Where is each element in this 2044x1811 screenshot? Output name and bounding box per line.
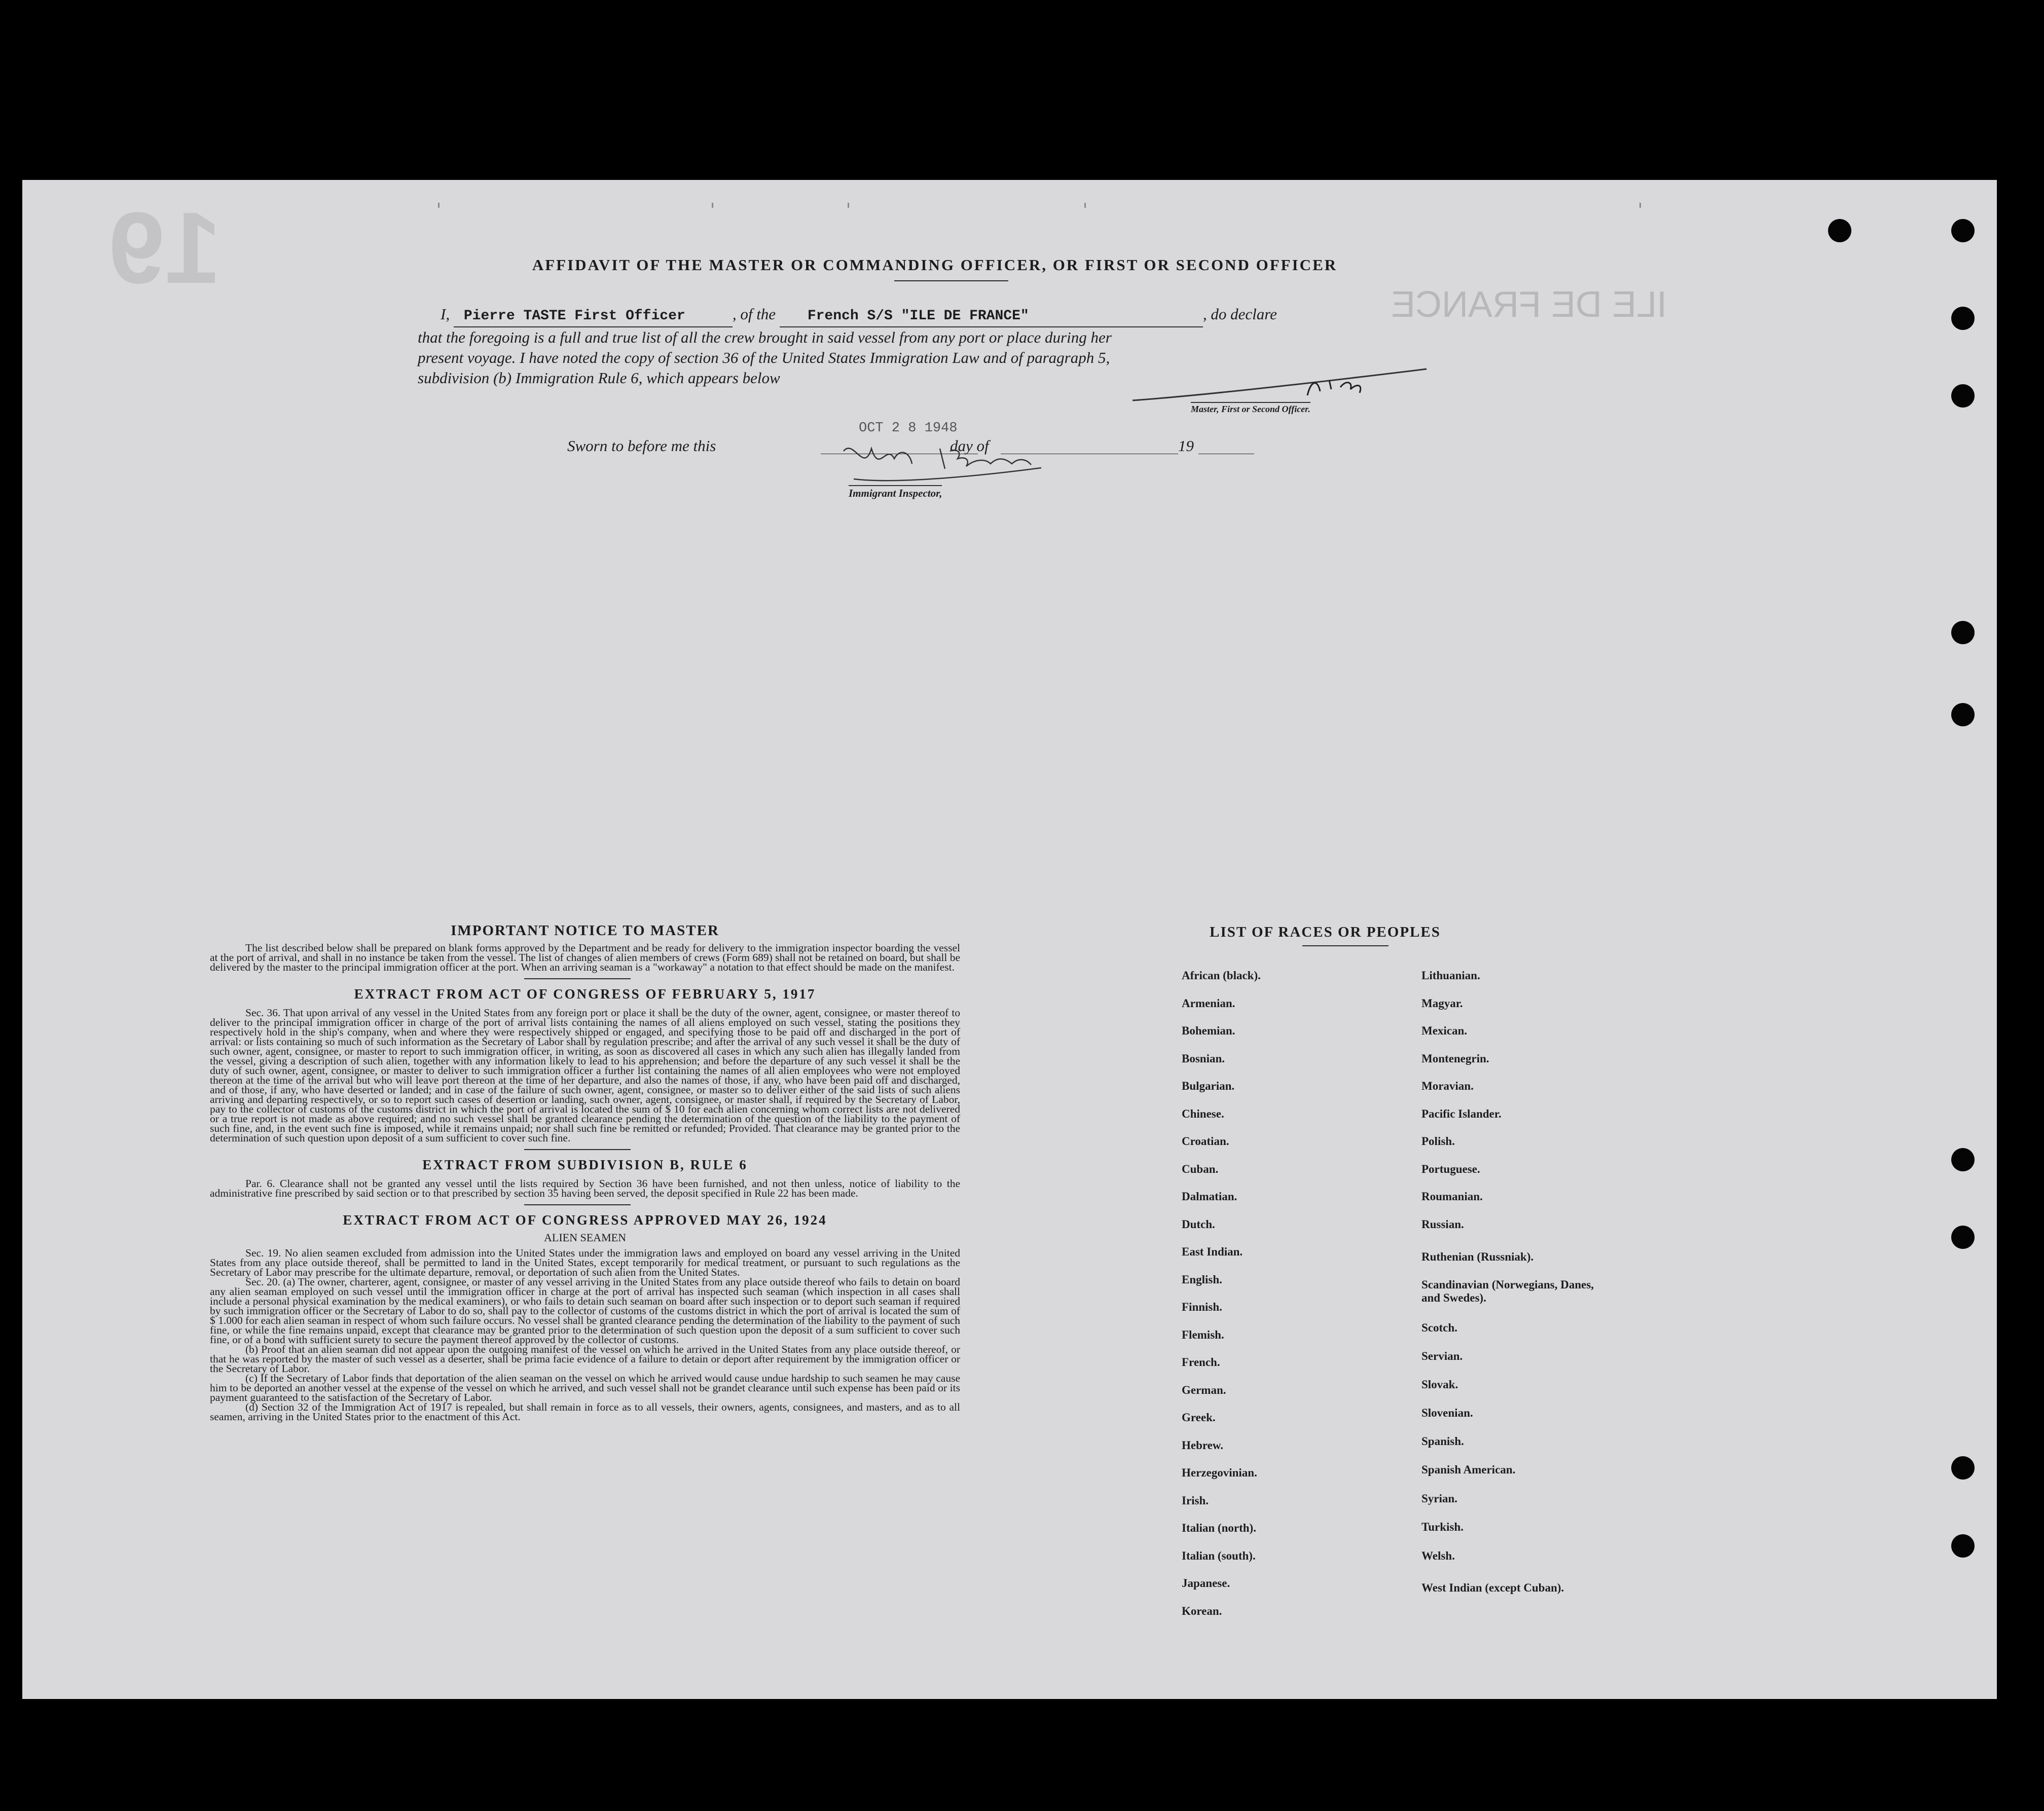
notice-rule xyxy=(524,978,631,979)
binder-hole xyxy=(1951,307,1975,330)
bleed-through-number: 19 xyxy=(108,192,222,305)
declaration-do-declare: , do declare xyxy=(1202,305,1277,323)
extract-1924-subtitle: ALIEN SEAMEN xyxy=(544,1231,626,1244)
race-item: African (black). xyxy=(1182,969,1261,982)
extract-1917-text: Sec. 36. That upon arrival of any vessel in the United States from any foreign port or place it shall be the duty of the owner, agent, consignee, or master thereof to deliver to the principal immigration officer in charge of the port of arrival lists containing the names of all aliens employed on such vessel, stating the positions they respectively hold in the ship's company, when and where they were respectively shipped or engaged, and specifying those to be paid off and discharged in the port of arrival: or lists containing so much of such information as the Secretary of Labor shall by regulation prescribe; and after the arrival of any such vessel it shall be the duty of such owner, agent, consignee, or master to report to such immigration officer, in writing, as soon as discovered all cases in which any such alien has illegally landed from the vessel, giving a description of such alien, together with any information likely to lead to his apprehension; and before the departure of any such vessel it shall be the duty of such owner, agent, consignee, or master to deliver to such immigration officer a further list containing the names of all alien employees who were not employed thereon at the time of the arrival but who will leave port thereon at the time of her departure, and also the names of those, if any, who have been paid off and discharged, and of those, if any, who have deserted or landed; and in case of the failure of such owner, agent, consignee, or master so to deliver either of the said lists of such aliens arriving and departing respectively, or so to report such cases of desertion or landing, such owner, agent, consignee, or master shall, if required by the Secretary of Labor, pay to the collector of customs of the customs district in which the port of arrival is located the sum of $ 10 for each alien concerning whom correct lists are not delivered or a true report is not made as above required; and no such vessel shall be granted clearance pending the determination of the question of the liability to the payment of such fine, and, in the event such fine is imposed, while it remains unpaid; nor shall such fine be remitted or refunded; Provided. That clearance may be granted prior to the determination of such question upon deposit of a sum sufficient to cover such fine. xyxy=(210,1007,960,1144)
vessel-name: French S/S "ILE DE FRANCE" xyxy=(780,306,1203,327)
race-item: Magyar. xyxy=(1421,997,1463,1010)
affidavit-title: AFFIDAVIT OF THE MASTER OR COMMANDING OFFICER, OR FIRST OR SECOND OFFICER xyxy=(532,256,1338,274)
race-item: Spanish. xyxy=(1421,1435,1464,1448)
race-item: Scotch. xyxy=(1421,1321,1457,1334)
race-item: Armenian. xyxy=(1182,997,1235,1010)
race-item: Bosnian. xyxy=(1182,1052,1225,1065)
race-item: Greek. xyxy=(1182,1411,1216,1424)
race-item: Pacific Islander. xyxy=(1421,1107,1502,1120)
race-item: English. xyxy=(1182,1273,1222,1286)
race-item: West Indian (except Cuban). xyxy=(1421,1581,1564,1594)
race-item: Servian. xyxy=(1421,1350,1463,1362)
sworn-statement: Sworn to before me this xyxy=(567,437,716,455)
race-item: Roumanian. xyxy=(1421,1190,1483,1203)
officer-signature xyxy=(1102,365,1457,405)
race-item: Ruthenian (Russniak). xyxy=(1421,1250,1534,1263)
race-item: Slovak. xyxy=(1421,1378,1458,1391)
notice-text: The list described below shall be prepared on blank forms approved by the Department and be ready for delivery to the immigration inspector boarding the vessel at the port of arrival, and shall in no instance be taken from the vessel. The list of changes of alien members of crews (Form 689) shall not be retained on board, but shall be delivered by the master to the principal immigration officer at the port. When an arriving seaman is a "workaway" a notation to that effect should be made on the manifest. xyxy=(210,942,960,973)
race-item: Spanish American. xyxy=(1421,1463,1516,1476)
extract-1917-rule xyxy=(524,1149,631,1150)
race-item: East Indian. xyxy=(1182,1245,1243,1258)
race-item: Syrian. xyxy=(1421,1492,1457,1505)
binder-hole xyxy=(1951,703,1975,726)
extract-1924-sec20b: (b) Proof that an alien seaman did not appear upon the outgoing manifest of the vessel on which he arrived in the United States from any place outside thereof, or that he was reported by the master of such vessel as a deserter, shall be prima facie evidence of a failure to detain or deport after requirement by the immigration officer or the Secretary of Labor. xyxy=(210,1343,960,1375)
declaration-line-4: subdivision (b) Immigration Rule 6, which appears below xyxy=(418,369,780,387)
extract-1924-sec19: Sec. 19. No alien seamen excluded from admission into the United States under the immigration laws and employed on board any vessel arriving in the United States from any place outside thereof, shall be permitted to land in the United States, except temporarily for medical treatment, or pursuant to such regulations as the Secretary of Labor may prescribe for the ultimate departure, removal, or deportation of such alien from the United States. xyxy=(210,1247,960,1278)
inspector-signature xyxy=(823,428,1087,494)
race-item: Polish. xyxy=(1421,1135,1455,1148)
extract-1924-sec20a: Sec. 20. (a) The owner, charterer, agent, consignee, or master of any vessel arriving in the United States from any place outside thereof who fails to detain on board any alien seaman employed on such vessel until the immigration officer in charge at the port of arrival has inspected such seaman (which inspection in all cases shall include a personal physical examination by the medical examiners), or who fails to detain such seaman on board after such inspection or to deport such seaman if required by such immigration officer or the Secretary of Labor to do so, shall pay to the collector of customs of the customs district in which the port of arrival is located the sum of $ 1.000 for each alien seaman in respect of whom such failure occurs. No vessel shall be granted clearance pending the determination of the liability to the payment of such fine, or while the fine remains unpaid, except that clearance may be granted prior to the determination of such question upon the deposit of a sum sufficient to cover such fine, or of a bond with sufficient surety to secure the payment thereof approved by the collector of customs. xyxy=(210,1276,960,1346)
race-item: Welsh. xyxy=(1421,1549,1455,1562)
day-of-label: day of xyxy=(950,437,989,455)
races-title-rule xyxy=(1302,945,1389,946)
binder-hole xyxy=(1951,1226,1975,1249)
race-item: Bulgarian. xyxy=(1182,1080,1235,1092)
race-item: Italian (south). xyxy=(1182,1549,1256,1562)
rule-6-text: Par. 6. Clearance shall not be granted any vessel until the lists required by Section 36 have been furnished, and not then unless, notice of liability to the administrative fine prescribed by said section or to that prescribed by section 35 having been served, the deposit specified in Rule 22 has been made. xyxy=(210,1177,960,1199)
race-item: Portuguese. xyxy=(1421,1163,1480,1175)
race-item: German. xyxy=(1182,1384,1226,1396)
race-item: Korean. xyxy=(1182,1605,1222,1617)
declaration-line-3: present voyage. I have noted the copy of section 36 of the United States Immigration Law and of paragraph 5, xyxy=(418,349,1110,366)
rule-6-rule xyxy=(524,1204,631,1205)
race-item: Russian. xyxy=(1421,1218,1464,1231)
declaration-of-the: , of the xyxy=(732,305,776,323)
binder-hole xyxy=(1951,384,1975,408)
declaration-i: I, xyxy=(441,305,450,323)
extract-1924-title: EXTRACT FROM ACT OF CONGRESS APPROVED MAY 26, 1924 xyxy=(343,1212,827,1228)
binder-hole xyxy=(1951,621,1975,644)
race-item: Chinese. xyxy=(1182,1107,1224,1120)
extract-1924-sec20c: (c) If the Secretary of Labor finds that deportation of the alien seaman on the vessel on which he arrived would cause undue hardship to such seamen he may cause him to be deported an another vessel at the expense of the vessel on which he arrived, and such vessel shall not be grandet clearance until such expense has been paid or its payment guaranteed to the satisfaction of the Secretary of Labor. xyxy=(210,1372,960,1403)
race-item: Dalmatian. xyxy=(1182,1190,1237,1203)
race-item: Herzegovinian. xyxy=(1182,1466,1257,1479)
race-item: Irish. xyxy=(1182,1494,1209,1507)
declaration-line-1 xyxy=(418,304,1432,327)
officer-name: Pierre TASTE First Officer xyxy=(454,306,733,327)
binder-hole xyxy=(1951,1456,1975,1480)
rule-6-title: EXTRACT FROM SUBDIVISION B, RULE 6 xyxy=(422,1157,748,1172)
notice-title: IMPORTANT NOTICE TO MASTER xyxy=(451,922,719,939)
date-stamp: OCT 2 8 1948 xyxy=(859,421,958,436)
extract-1924-sec20d: (d) Section 32 of the Immigration Act of 1917 is repealed, but shall remain in force as to all vessels, their owners, agents, consignees, and masters, and as to all seamen, arriving in the United States prior to the enactment of this Act. xyxy=(210,1401,960,1423)
declaration-line-2: that the foregoing is a full and true list of all the crew brought in said vessel from any port or place during her xyxy=(418,328,1112,346)
binder-hole xyxy=(1951,1148,1975,1171)
race-item: Bohemian. xyxy=(1182,1024,1235,1037)
race-item: Dutch. xyxy=(1182,1218,1215,1231)
race-item: Flemish. xyxy=(1182,1328,1224,1341)
race-item: Hebrew. xyxy=(1182,1439,1223,1452)
affidavit-title-rule xyxy=(894,280,1008,281)
binder-hole xyxy=(1951,219,1975,242)
extract-1917-title: EXTRACT FROM ACT OF CONGRESS OF FEBRUARY 5, 1917 xyxy=(354,986,816,1002)
race-item: Moravian. xyxy=(1421,1080,1474,1092)
race-item: Slovenian. xyxy=(1421,1407,1473,1419)
race-item: Scandinavian (Norwegians, Danes, and Swedes). xyxy=(1421,1278,1594,1304)
binder-hole xyxy=(1828,219,1851,242)
race-item: Montenegrin. xyxy=(1421,1052,1489,1065)
signer-role-label: Master, First or Second Officer. xyxy=(1191,402,1310,415)
race-item: Croatian. xyxy=(1182,1135,1229,1148)
bleed-through-ship: ILE DE FRANCE xyxy=(1391,284,1667,325)
races-title: LIST OF RACES OR PEOPLES xyxy=(1210,924,1441,940)
race-item: Cuban. xyxy=(1182,1163,1219,1175)
race-item: Mexican. xyxy=(1421,1024,1468,1037)
race-item: Lithuanian. xyxy=(1421,969,1480,982)
document-page xyxy=(22,180,1997,1699)
year-label: 19 xyxy=(1178,437,1194,455)
race-item: Italian (north). xyxy=(1182,1522,1256,1534)
race-item: Japanese. xyxy=(1182,1577,1230,1590)
race-item: Finnish. xyxy=(1182,1301,1222,1313)
race-item: Turkish. xyxy=(1421,1521,1464,1533)
inspector-label: Immigrant Inspector, xyxy=(849,485,942,500)
binder-hole xyxy=(1951,1534,1975,1558)
race-item: French. xyxy=(1182,1356,1220,1369)
notice-column xyxy=(210,922,960,1422)
